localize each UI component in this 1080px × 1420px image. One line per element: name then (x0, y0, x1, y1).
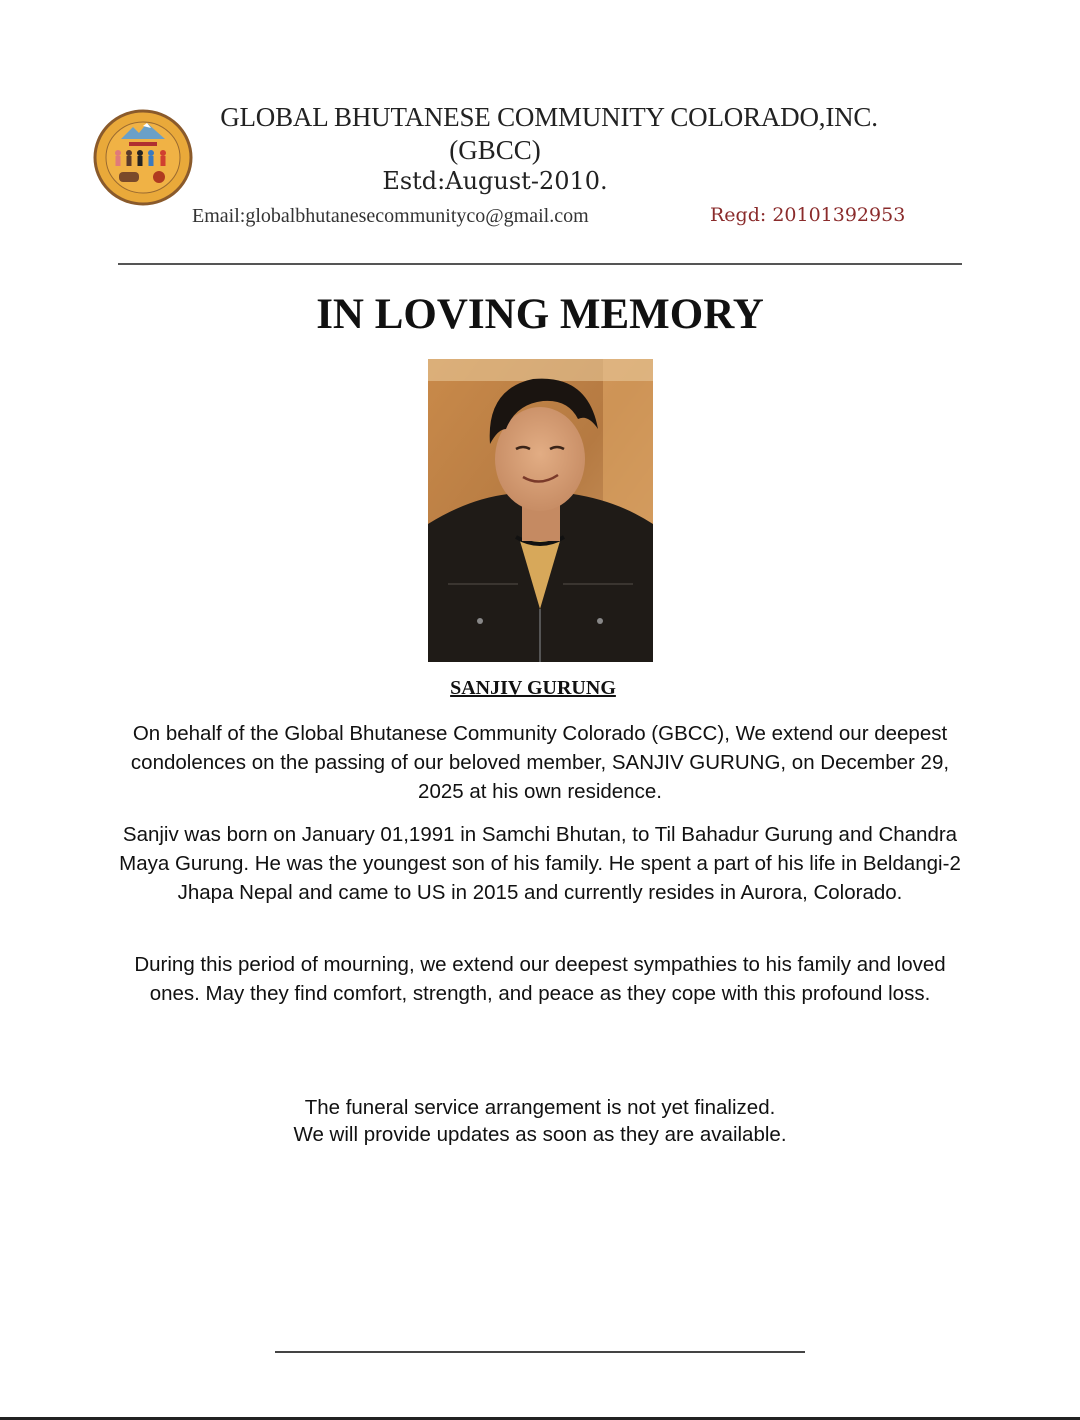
funeral-line-2: We will provide updates as soon as they are available. (293, 1123, 787, 1146)
condolence-paragraph: On behalf of the Global Bhutanese Community Colorado (GBCC), We extend our deepest condolences on the passing of our beloved member, SANJIV GURUNG, on December 29, 2025 at his own residence. (130, 722, 950, 803)
contact-email: Email:globalbhutanesecommunityco@gmail.com (192, 205, 589, 227)
header-divider (118, 263, 962, 265)
memorial-title: IN LOVING MEMORY (316, 291, 764, 338)
organization-abbreviation: (GBCC) (449, 135, 541, 165)
registration-number: Regd: 20101392953 (710, 204, 906, 226)
funeral-notice (110, 1094, 970, 1148)
sympathy-paragraph: During this period of mourning, we extend our deepest sympathies to his family and loved ones. May they find comfort, strength, and peace as they cope with this profound loss. (134, 953, 946, 1005)
biography-paragraph: Sanjiv was born on January 01,1991 in Samchi Bhutan, to Til Bahadur Gurung and Chandra Maya Gurung. He was the youngest son of his family. He spent a part of his life in Beldangi-2 Jhapa Nepal and came to US in 2015 and currently resides in Aurora, Colorado. (119, 823, 961, 904)
established-date: Estd:August-2010. (382, 167, 608, 195)
signature-line (275, 1351, 805, 1353)
funeral-line-1: The funeral service arrangement is not yet finalized. (304, 1096, 776, 1119)
memorial-photo (428, 359, 653, 662)
organization-name: GLOBAL BHUTANESE COMMUNITY COLORADO,INC. (220, 102, 878, 132)
deceased-name: SANJIV GURUNG (450, 677, 616, 699)
